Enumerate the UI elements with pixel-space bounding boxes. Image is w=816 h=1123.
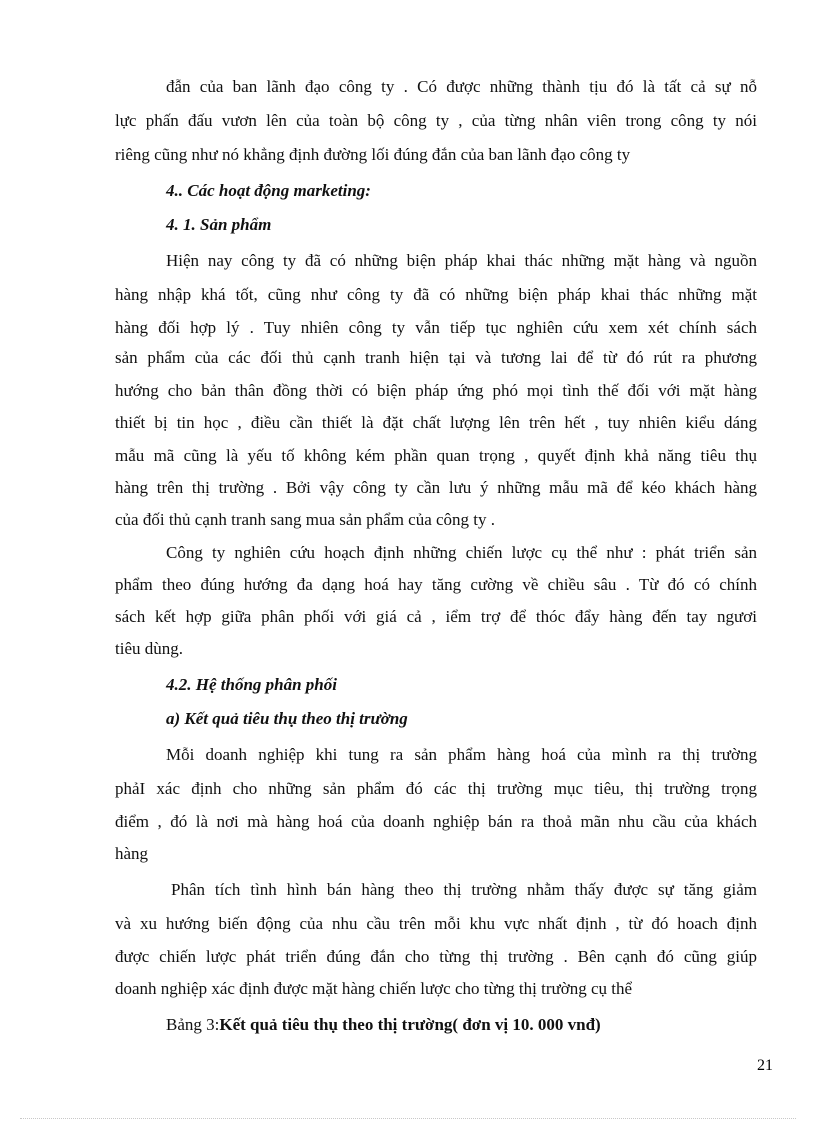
paragraph-line: sản phẩm của các đối thủ cạnh tranh hiện tại và tương lai để từ đó rút ra phương xyxy=(115,348,757,367)
paragraph-line: được chiến lược phát triển đúng đắn cho từng thị trường . Bên cạnh đó cũng giúp xyxy=(115,947,757,966)
section-heading-marketing: 4.. Các hoạt động marketing: xyxy=(166,181,371,200)
paragraph-line: điểm , đó là nơi mà hàng hoá của doanh nghiệp bán ra thoả mãn nhu cầu của khách xyxy=(115,812,757,831)
paragraph-line: phảI xác định cho những sản phẩm đó các thị trường mục tiêu, thị trường trọng xyxy=(115,779,757,798)
paragraph-line: Hiện nay công ty đã có những biện pháp khai thác những mặt hàng và nguồn xyxy=(166,251,757,270)
page-number: 21 xyxy=(757,1057,773,1074)
paragraph-line: Phân tích tình hình bán hàng theo thị trường nhằm thấy được sự tăng giảm xyxy=(171,880,757,899)
paragraph-line: Mỗi doanh nghiệp khi tung ra sản phẩm hàng hoá của mình ra thị trường xyxy=(166,745,757,764)
section-heading-results: a) Kết quả tiêu thụ theo thị trường xyxy=(166,709,408,728)
paragraph-line: hàng trên thị trường . Bởi vậy công ty cần lưu ý những mẫu mã để kéo khách hàng xyxy=(115,478,757,497)
paragraph-line: mẫu mã cũng là yếu tố không kém phần quan trọng , quyết định khả năng tiêu thụ xyxy=(115,446,757,465)
table-caption-title: Kết quả tiêu thụ theo thị trường( đơn vị 10. 000 vnđ) xyxy=(219,1015,601,1034)
paragraph-line: của đối thủ cạnh tranh sang mua sản phẩm của công ty . xyxy=(115,510,496,529)
paragraph-line: thiết bị tin học , điều cần thiết là đặt chất lượng lên trên hết , tuy nhiên kiểu dáng xyxy=(115,413,757,432)
page-footer-divider xyxy=(20,1118,796,1119)
paragraph-line: riêng cũng như nó khẳng định đường lối đúng đắn của ban lãnh đạo công ty xyxy=(115,145,631,164)
paragraph-line: hàng nhập khá tốt, cũng như công ty đã có những biện pháp khai thác những mặt xyxy=(115,285,757,304)
table-caption xyxy=(166,1014,601,1036)
paragraph-line: đẫn của ban lãnh đạo công ty . Có được những thành tịu đó là tất cả sự nỗ xyxy=(166,77,757,96)
paragraph-line: tiêu dùng. xyxy=(115,639,183,658)
paragraph-line: hàng xyxy=(115,844,149,863)
section-heading-product: 4. 1. Sản phẩm xyxy=(166,215,272,234)
table-caption-prefix: Bảng 3: xyxy=(166,1015,220,1034)
paragraph-line: hàng đối hợp lý . Tuy nhiên công ty vẫn tiếp tục nghiên cứu xem xét chính sách xyxy=(115,318,757,337)
paragraph-line: phẩm theo đúng hướng đa dạng hoá hay tăng cường về chiều sâu . Từ đó có chính xyxy=(115,575,757,594)
paragraph-line: doanh nghiệp xác định được mặt hàng chiến lược cho từng thị trường cụ thể xyxy=(115,979,633,998)
paragraph-line: lực phấn đấu vươn lên của toàn bộ công ty , của từng nhân viên trong công ty nói xyxy=(115,111,757,130)
paragraph-line: và xu hướng biến động của nhu cầu trên mỗi khu vực nhất định , từ đó hoach định xyxy=(115,914,757,933)
paragraph-line: Công ty nghiên cứu hoạch định những chiến lược cụ thể như : phát triển sản xyxy=(166,543,757,562)
paragraph-line: hướng cho bản thân đồng thời có biện pháp ứng phó mọi tình thế đối với mặt hàng xyxy=(115,381,757,400)
section-heading-distribution: 4.2. Hệ thống phân phối xyxy=(166,675,337,694)
paragraph-line: sách kết hợp giữa phân phối với giá cả , iểm trợ để thóc đẩy hàng đến tay ngươi xyxy=(115,607,757,626)
